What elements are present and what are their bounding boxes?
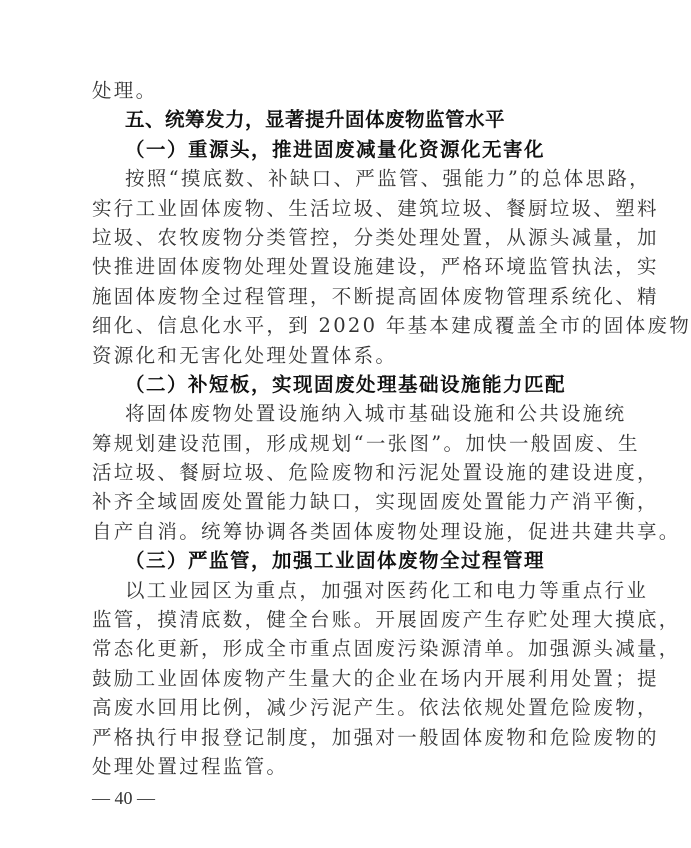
section-heading: 五、统筹发力，显著提升固体废物监管水平	[125, 108, 506, 132]
paragraph-line: 将固体废物处置设施纳入城市基础设施和公共设施统	[125, 402, 627, 426]
paragraph-line: 处理处置过程监管。	[92, 754, 289, 778]
paragraph-line: 常态化更新，形成全市重点固废污染源清单。加强源头减量，	[92, 637, 681, 661]
paragraph-line: 垃圾、农牧废物分类管控，分类处理处置，从源头减量，加	[92, 225, 659, 249]
subsection-heading: （一）重源头，推进固废减量化资源化无害化	[125, 137, 546, 161]
paragraph-line: 按照“摸底数、补缺口、严监管、强能力”的总体思路，	[125, 167, 651, 191]
page-number: — 40 —	[92, 788, 155, 808]
paragraph-line: 补齐全域固废处置能力缺口，实现固废处置能力产消平衡，	[92, 490, 659, 514]
paragraph-line: 筹规划建设范围，形成规划“一张图”。加快一般固废、生	[92, 431, 640, 455]
paragraph-line: 处理。	[92, 79, 158, 102]
paragraph-line: 高废水回用比例，减少污泥产生。依法依规处置危险废物，	[92, 696, 659, 720]
paragraph-line: 活垃圾、餐厨垃圾、危险废物和污泥处置设施的建设进度，	[92, 461, 659, 485]
paragraph-line: 快推进固体废物处理处置设施建设，严格环境监管执法，实	[92, 255, 659, 279]
paragraph-line: 实行工业固体废物、生活垃圾、建筑垃圾、餐厨垃圾、塑料	[92, 196, 659, 220]
subsection-heading: （二）补短板，实现固废处理基础设施能力匹配	[125, 372, 567, 396]
paragraph-line: 细化、信息化水平，到 2020 年基本建成覆盖全市的固体废物	[92, 314, 691, 338]
document-body	[92, 76, 691, 781]
paragraph-line: 资源化和无害化处理处置体系。	[92, 343, 398, 367]
subsection-heading: （三）严监管，加强工业固体废物全过程管理	[125, 549, 546, 573]
paragraph-line: 以工业园区为重点，加强对医药化工和电力等重点行业	[125, 578, 649, 602]
paragraph-line: 严格执行申报登记制度，加强对一般固体废物和危险废物的	[92, 725, 659, 749]
paragraph-line: 自产自消。统筹协调各类固体废物处理设施，促进共建共享。	[92, 519, 681, 543]
paragraph-line: 监管，摸清底数，健全台账。开展固废产生存贮处理大摸底，	[92, 608, 681, 632]
paragraph-line: 鼓励工业固体废物产生量大的企业在场内开展利用处置；提	[92, 666, 659, 690]
paragraph-line: 施固体废物全过程管理，不断提高固体废物管理系统化、精	[92, 284, 659, 308]
